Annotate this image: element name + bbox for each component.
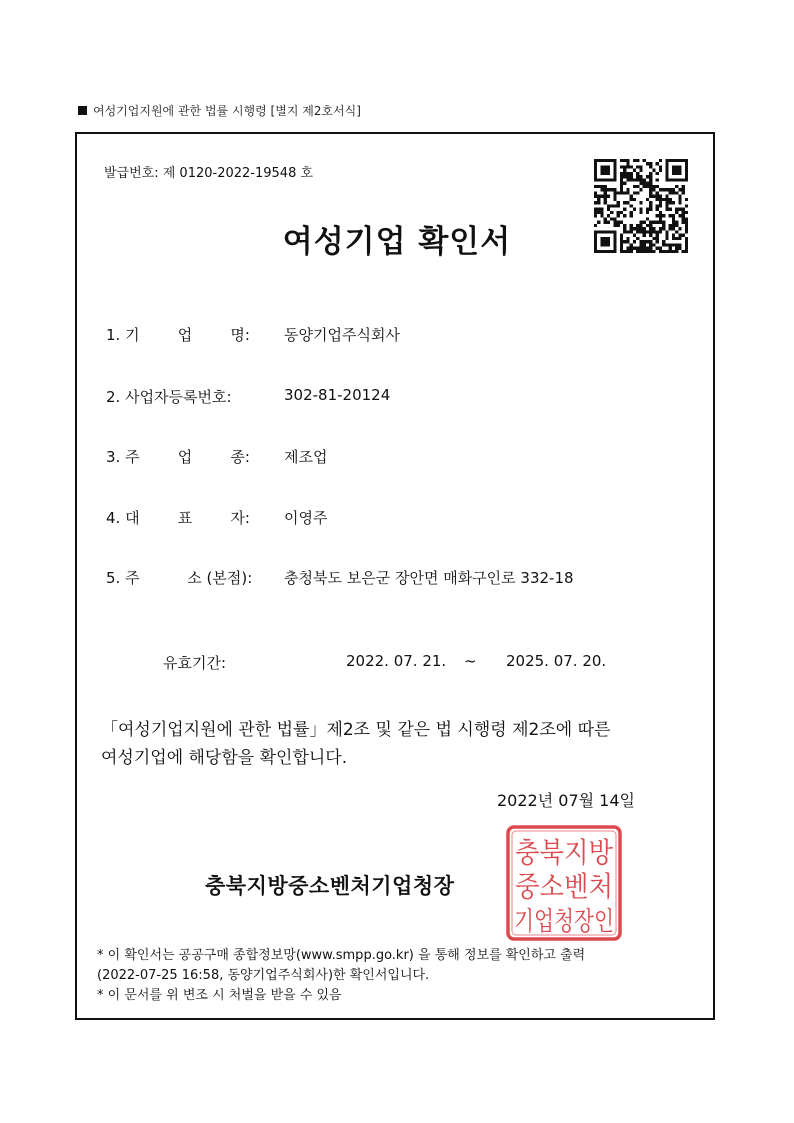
footnote-line: * 이 확인서는 공공구매 종합정보망(www.smpp.go.kr) 을 통해 정보를 확인하고 출력 xyxy=(97,948,586,963)
field-label: 4. 대 표 자: xyxy=(106,509,250,527)
square-bullet-icon xyxy=(78,106,87,115)
validity-label: 유효기간: xyxy=(163,654,227,672)
seal-text: 기업청장인 xyxy=(514,907,614,937)
field-value: 제조업 xyxy=(284,448,328,466)
field-label: 3. 주 업 종: xyxy=(106,448,250,466)
field-label: 5. 주 소 (본점): xyxy=(106,569,253,587)
official-seal xyxy=(505,824,623,942)
issue-date: 2022년 07월 14일 xyxy=(497,791,635,810)
form-caption-text: 여성기업지원에 관한 법률 시행령 [별지 제2호서식] xyxy=(93,104,361,118)
certification-statement xyxy=(101,716,661,772)
issuer-name: 충북지방중소벤처기업청장 xyxy=(205,874,455,898)
field-label: 2. 사업자등록번호: xyxy=(106,388,232,406)
field-label: 1. 기 업 명: xyxy=(106,326,250,344)
footnote-line: * 이 문서를 위 변조 시 처벌을 받을 수 있음 xyxy=(97,988,342,1003)
field-value: 동양기업주식회사 xyxy=(284,326,400,344)
validity-start: 2022. 07. 21. xyxy=(346,652,447,670)
footnote-line: (2022-07-25 16:58, 동양기업주식회사)한 확인서입니다. xyxy=(97,968,430,983)
validity-separator: ~ xyxy=(464,652,477,670)
field-value: 이영주 xyxy=(284,509,328,527)
statement-line: 「여성기업지원에 관한 법률」제2조 및 같은 법 시행령 제2조에 따른 xyxy=(101,720,611,740)
form-caption xyxy=(78,102,361,119)
field-value: 302-81-20124 xyxy=(284,386,391,404)
seal-text: 중소벤처 xyxy=(515,870,613,903)
statement-line: 여성기업에 해당함을 확인합니다. xyxy=(101,748,348,768)
page-title: 여성기업 확인서 xyxy=(282,224,512,260)
validity-end: 2025. 07. 20. xyxy=(506,652,607,670)
seal-text: 충북지방 xyxy=(515,836,613,869)
field-value: 충청북도 보은군 장안면 매화구인로 332-18 xyxy=(284,569,574,587)
issue-number: 발급번호: 제 0120-2022-19548 호 xyxy=(104,166,314,181)
